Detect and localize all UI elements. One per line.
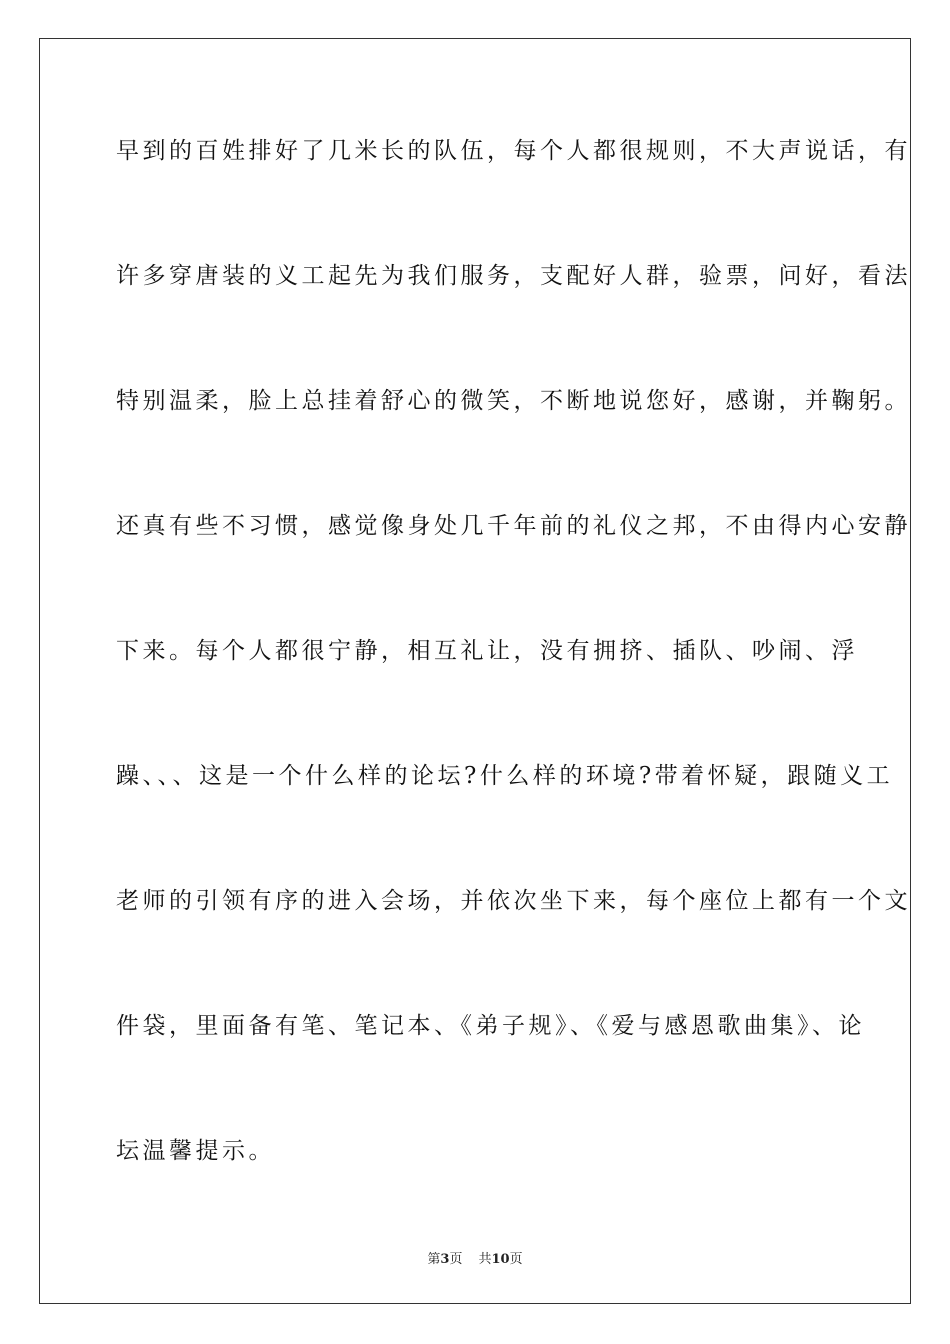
page-prefix: 第 — [427, 1252, 441, 1267]
text-line: 下来。每个人都很宁静，相互礼让，没有拥挤、插队、吵闹、浮 — [116, 638, 858, 664]
text-line: 特别温柔，脸上总挂着舒心的微笑，不断地说您好，感谢，并鞠躬。 — [116, 388, 911, 414]
text-line: 坛温馨提示。 — [116, 1138, 275, 1164]
page-number: 3 — [440, 1252, 450, 1267]
total-suffix: 页 — [509, 1252, 523, 1267]
text-line: 许多穿唐装的义工起先为我们服务，支配好人群，验票，问好，看法 — [116, 263, 911, 289]
page-suffix: 页 — [449, 1252, 463, 1267]
text-line: 件袋，里面备有笔、笔记本、《弟子规》、《爱与感恩歌曲集》、论 — [116, 1013, 865, 1039]
total-prefix: 共 — [478, 1252, 492, 1267]
text-line: 老师的引领有序的进入会场，并依次坐下来，每个座位上都有一个文 — [116, 888, 911, 914]
page-indicator — [427, 1252, 462, 1267]
body-paragraph — [116, 128, 911, 1253]
total-pages-indicator — [478, 1252, 522, 1267]
page-footer — [0, 1248, 950, 1267]
text-line: 还真有些不习惯，感觉像身处几千年前的礼仪之邦，不由得内心安静 — [116, 513, 911, 539]
text-line: 早到的百姓排好了几米长的队伍，每个人都很规则，不大声说话，有 — [116, 138, 911, 164]
text-line: 躁、、、这是一个什么样的论坛?什么样的环境?带着怀疑，跟随义工 — [116, 763, 894, 789]
total-pages: 10 — [491, 1252, 510, 1267]
